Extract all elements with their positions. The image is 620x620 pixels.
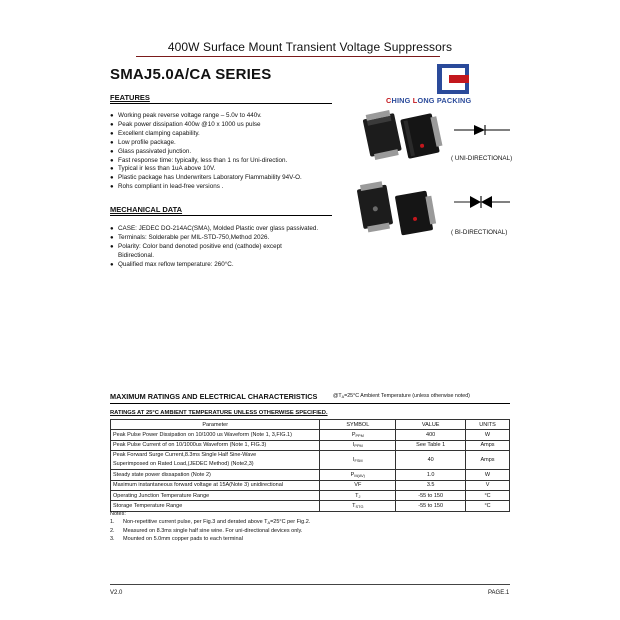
list-item: ● Low profile package. <box>110 138 176 146</box>
ratings-table <box>110 419 510 512</box>
footer-page-number: PAGE.1 <box>488 590 510 596</box>
list-item: ● Excellent clamping capability. <box>110 129 200 137</box>
cell-unit: W <box>466 430 510 440</box>
cell-symbol: $T_{STG}$ <box>320 501 396 511</box>
cell-symbol: $P_{M(AV)}$ <box>320 470 396 480</box>
company-logo <box>437 64 469 94</box>
max-ratings-condition: $@T_A=25^\circ C$ Ambient Temperature (unless otherwise noted) <box>333 393 470 399</box>
brand-letter-l: L <box>412 96 418 105</box>
cell-unit: Amps <box>466 451 510 470</box>
cell-value: 3.5 <box>396 480 466 490</box>
cell-symbol: $P_{PPM}$ <box>320 430 396 440</box>
sma-package-image-uni <box>360 104 445 166</box>
cell-value: 1.0 <box>396 470 466 480</box>
list-item: ● Plastic package has Underwriters Laboratory Flammability 94V-O. <box>110 174 302 182</box>
cell-value: See Table 1 <box>396 440 466 450</box>
cell-value: 400 <box>396 430 466 440</box>
cell-parameter: Operating Junction Temperature Range <box>111 490 320 500</box>
cell-value: 40 <box>396 451 466 470</box>
cell-parameter: Storage Temperature Range <box>111 501 320 511</box>
note-item: 1. Non-repetitive current pulse, per Fig.3 and derated above $T_A=25^\circ C$ per Fig.2. <box>110 519 311 526</box>
bi-directional-caption: ( BI-DIRECTIONAL) <box>451 229 508 236</box>
table-header-row <box>111 420 510 430</box>
list-item: ● Typical ir less than 1uA above 10V. <box>110 165 216 173</box>
notes-block <box>110 510 310 543</box>
list-item: ● CASE: JEDEC DO-214AC(SMA), Molded Plastic over glass passivated. <box>110 225 319 232</box>
uni-directional-caption: ( UNI-DIRECTIONAL) <box>451 155 513 162</box>
list-item-continuation: Bidirectional. <box>118 251 155 259</box>
brand-text-b: ONG PACKING <box>417 96 472 105</box>
column-header-symbol: SYMBOL <box>320 420 396 430</box>
column-header-parameter: Parameter <box>111 420 320 430</box>
title-underline <box>136 56 440 57</box>
list-item: ● Peak power dissipation 400w @10 x 1000 us pulse <box>110 120 261 128</box>
cell-parameter: Peak Pulse Power Dissipation on 10/1000 us Waveform (Note 1, 3,FIG.1) <box>111 430 320 440</box>
table-row <box>111 480 510 490</box>
table-row <box>111 490 510 500</box>
list-item: ● Rohs compliant in lead-free versions . <box>110 183 224 191</box>
list-item: ● Terminals: Solderable per MIL-STD-750,Method 2026. <box>110 233 270 241</box>
cell-symbol: $T_J$ <box>320 490 396 500</box>
cell-unit: Amps <box>466 440 510 450</box>
cell-parameter: Maximum instantaneous forward voltage at 15A(Note 3) unidirectional <box>111 480 320 490</box>
notes-label: Notes: <box>110 511 126 517</box>
sma-package-image-bi <box>352 177 442 243</box>
table-row <box>111 430 510 440</box>
cell-unit: °C <box>466 490 510 500</box>
table-row <box>111 470 510 480</box>
mechanical-list <box>110 225 318 270</box>
footer-version: V2.0 <box>110 590 123 596</box>
list-item: ● Fast response time: typically, less than 1 ns for Uni-direction. <box>110 156 288 164</box>
max-ratings-rule <box>110 403 510 404</box>
mechanical-heading: MECHANICAL DATA <box>110 205 183 214</box>
cell-value: -55 to 150 <box>396 501 466 511</box>
column-header-value: VALUE <box>396 420 466 430</box>
brand-letter-c: C <box>386 96 392 105</box>
note-item: 2. Measured on 8.3ms single half sine wine. For uni-directional devices only. <box>110 527 303 534</box>
table-row <box>111 451 510 470</box>
column-header-units: UNITS <box>466 420 510 430</box>
list-item: ● Glass passivated junction. <box>110 147 192 155</box>
cell-parameter: Steady state power dissapation (Note 2) <box>111 470 320 480</box>
bi-directional-diode-symbol <box>452 193 512 211</box>
cell-unit: °C <box>466 501 510 511</box>
series-title: SMAJ5.0A/CA SERIES <box>110 66 272 83</box>
footer-rule <box>110 584 510 585</box>
features-list <box>110 112 302 192</box>
features-rule <box>110 103 332 104</box>
list-item: ● Qualified max reflow temperature: 260°C. <box>110 260 234 268</box>
list-item: ● Working peak reverse voltage range – 5.0v to 440v. <box>110 112 262 119</box>
cell-symbol: $I_{PPM}$ <box>320 440 396 450</box>
cell-parameter: Peak Forward Surge Current,8.3ms Single Half Sine-Wave Superimposed on Rated Load,(JEDEC Method) (Note2,3) <box>111 451 320 470</box>
cell-unit: W <box>466 470 510 480</box>
list-item: ● Polarity: Color band denoted positive end (cathode) except <box>110 242 282 250</box>
cell-symbol: VF <box>320 480 396 490</box>
note-item: 3. Mounted on 5.0mm copper pads to each terminal <box>110 535 243 542</box>
cell-symbol: $I_{FSM}$ <box>320 451 396 470</box>
mechanical-rule <box>110 215 332 216</box>
ratings-table-heading: RATINGS AT 25°C AMBIENT TEMPERATURE UNLESS OTHERWISE SPECIFIED. <box>110 410 328 416</box>
cell-unit: V <box>466 480 510 490</box>
max-ratings-heading: MAXIMUM RATINGS AND ELECTRICAL CHARACTERISTICS <box>110 392 318 401</box>
document-title: 400W Surface Mount Transient Voltage Suppressors <box>167 40 453 54</box>
cell-value: -55 to 150 <box>396 490 466 500</box>
table-row <box>111 440 510 450</box>
brand-text-a: HING <box>391 96 413 105</box>
cell-parameter: Peak Pulse Current of on 10/1000us Waveform (Note 1, FIG.3) <box>111 440 320 450</box>
features-heading: FEATURES <box>110 93 150 102</box>
uni-directional-diode-symbol <box>452 122 512 138</box>
